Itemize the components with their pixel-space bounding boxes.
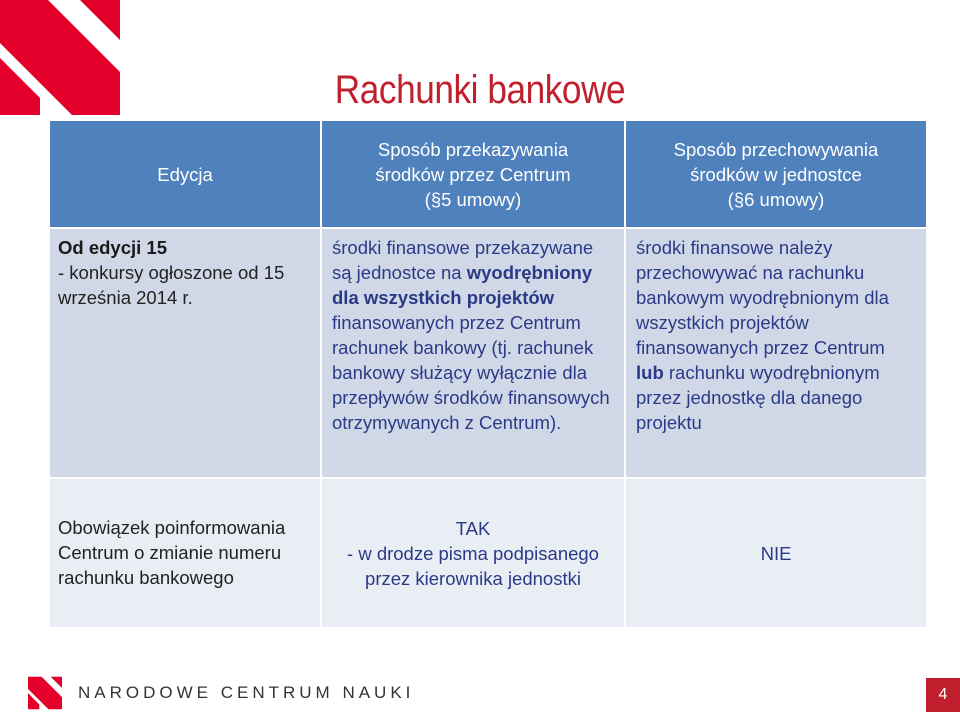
notification-label-cell: Obowiązek poinformowania Centrum o zmianie numeru rachunku bankowego xyxy=(49,478,321,628)
header-storage-method: Sposób przechowywania środków w jednostce (§6 umowy) xyxy=(625,120,927,228)
storage-method-cell: środki finansowe należy przechowywać na rachunku bankowym wyodrębnionym dla wszystkich projektów finansowanych przez Centrum lub rachunku wyodrębnionym przez jednostkę dla danego projektu xyxy=(625,228,927,478)
comparison-table xyxy=(48,119,928,629)
transfer-method-cell: środki finansowe przekazywane są jednostce na wyodrębniony dla wszystkich projektów finansowanych przez Centrum rachunek bankowy (tj. rachunek bankowy służący wyłącznie dla przepływów środków finansowych otrzymywanych z Centrum). xyxy=(321,228,625,478)
table-header-row xyxy=(49,120,927,228)
slide-title: Rachunki bankowe xyxy=(334,68,626,112)
edition-cell xyxy=(49,228,321,478)
table-row xyxy=(49,478,927,628)
header-edition: Edycja xyxy=(49,120,321,228)
table-row xyxy=(49,228,927,478)
edition-title: Od edycji 15 xyxy=(58,237,167,258)
footer-org-name: NARODOWE CENTRUM NAUKI xyxy=(78,683,415,702)
notification-transfer-cell: TAK - w drodze pisma podpisanego przez kierownika jednostki xyxy=(321,478,625,628)
edition-detail: - konkursy ogłoszone od 15 września 2014 r. xyxy=(58,262,285,308)
notification-storage-cell: NIE xyxy=(625,478,927,628)
page-number: 4 xyxy=(926,678,960,712)
ncn-logo-small-icon xyxy=(28,676,62,710)
header-transfer-method: Sposób przekazywania środków przez Centrum (§5 umowy) xyxy=(321,120,625,228)
